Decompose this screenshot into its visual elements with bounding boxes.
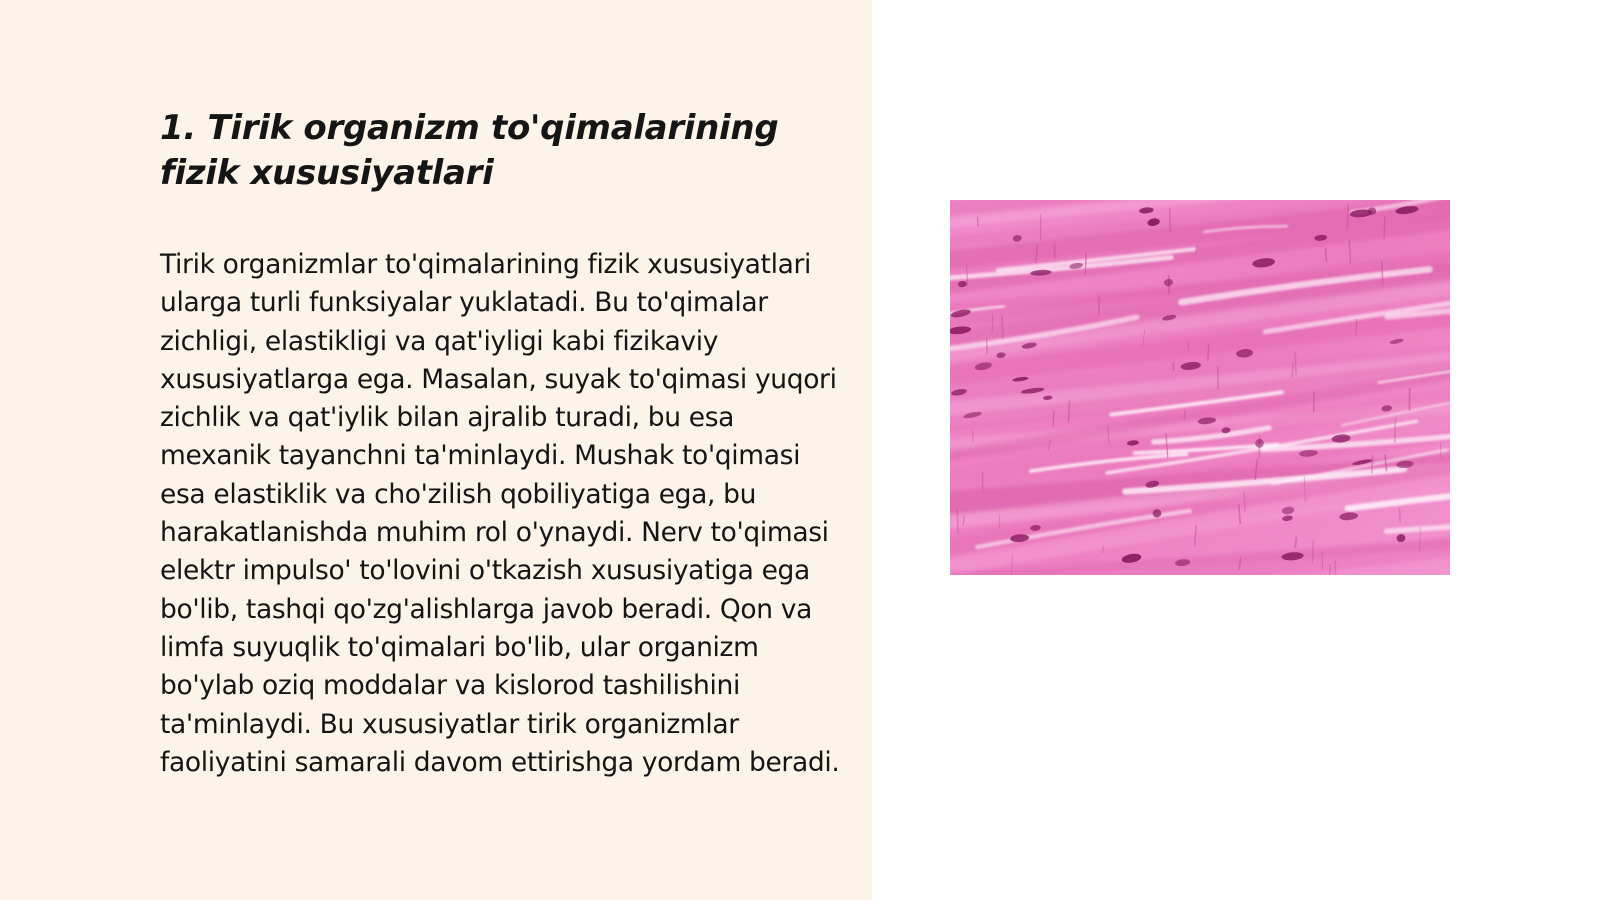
intercalated-disc <box>1399 508 1400 522</box>
intercalated-disc <box>1314 392 1315 413</box>
intercalated-disc <box>1322 552 1323 570</box>
intercalated-disc <box>1295 353 1296 375</box>
intercalated-disc <box>1188 341 1189 351</box>
intercalated-disc <box>1395 418 1396 443</box>
intercalated-disc <box>1108 425 1109 443</box>
intercalated-disc <box>1244 492 1245 513</box>
intercalated-disc <box>957 509 958 533</box>
intercalated-disc <box>1441 443 1442 458</box>
intercalated-disc <box>1085 253 1086 275</box>
muscle-tissue-image <box>950 200 1450 575</box>
slide-title: 1. Tirik organizm to'qimalarining fizik xususiyatlari <box>160 108 779 193</box>
intercalated-disc <box>1382 261 1383 284</box>
intercalated-disc <box>1054 244 1055 258</box>
slide-paragraph: Tirik organizmlar to'qimalarining fizik xususiyatlari ularga turli funksiyalar yuklatadi. Bu to'qimalar zichligi, elastikligi va qat'iyligi kabi fizikaviy xususiyatlarga ega. Masalan, suyak to'qimasi yuqori zichlik va qat'iylik bilan ajralib turadi, bu esa mexanik tayanchni ta'minlaydi. Mushak to'qimasi esa elastiklik va cho'zilish qobiliyatiga ega, bu harakatlanishda muhim rol o'ynaydi. Nerv to'qimasi elektr impulso' to'lovini o'tkazish xususiyatiga ega bo'lib, tashqi qo'zg'alishlarga javob beradi. Qon va limfa suyuqlik to'qimalari bo'lib, ular organizm bo'ylab oziq moddalar va kislorod tashilishini ta'minlaydi. Bu xususiyatlar tirik organizmlar faoliyatini samarali davom ettirishga yordam beradi. <box>160 249 840 778</box>
intercalated-disc <box>1170 209 1171 233</box>
intercalated-disc <box>1208 344 1209 361</box>
intercalated-disc <box>987 339 988 355</box>
intercalated-disc <box>978 217 979 227</box>
intercalated-disc <box>1184 410 1185 421</box>
intercalated-disc <box>1384 217 1385 239</box>
intercalated-disc <box>1326 248 1327 262</box>
intercalated-disc <box>1295 537 1296 548</box>
intercalated-disc <box>1330 564 1331 575</box>
